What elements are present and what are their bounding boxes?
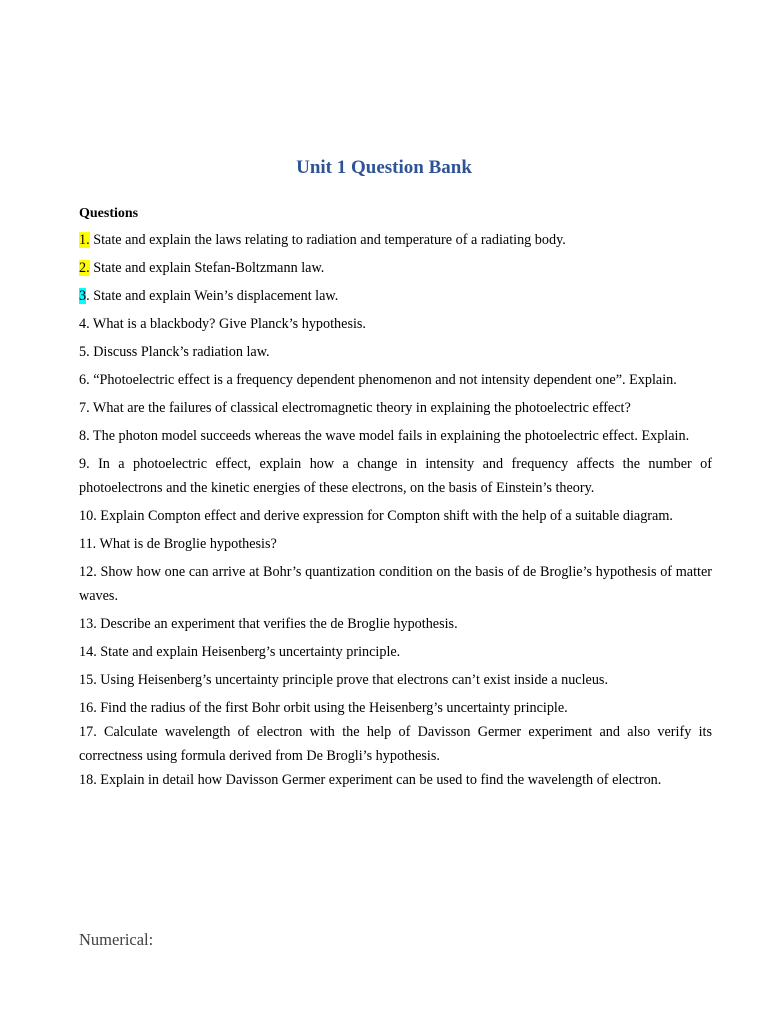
question-10: 10. Explain Compton effect and derive expression for Compton shift with the help of a suitable diagram. [79, 508, 673, 524]
question-13: 13. Describe an experiment that verifies the de Broglie hypothesis. [79, 616, 458, 632]
question-6: 6. “Photoelectric effect is a frequency dependent phenomenon and not intensity dependent one”. Explain. [79, 372, 677, 388]
question-14: 14. State and explain Heisenberg’s uncertainty principle. [79, 644, 401, 660]
section-heading: Questions [79, 206, 139, 221]
question-16: 16. Find the radius of the first Bohr orbit using the Heisenberg’s uncertainty principle. [79, 700, 568, 716]
page-title: Unit 1 Question Bank [296, 157, 472, 178]
numerical-heading: Numerical: [79, 930, 154, 949]
question-5: 5. Discuss Planck’s radiation law. [79, 344, 270, 360]
question-12: 12. Show how one can arrive at Bohr’s quantization condition on the basis of de Broglie’s hypothesis of matter waves. [79, 564, 712, 604]
highlighted-number: 3 [79, 288, 87, 304]
question-1 [79, 228, 712, 252]
question-text: . State and explain Wein’s displacement law. [86, 288, 339, 304]
highlighted-number: 2. [79, 260, 90, 276]
question-17: 17. Calculate wavelength of electron with the help of Davisson Germer experiment and also verify its correctness using formula derived from De Brogli’s hypothesis. [79, 724, 712, 764]
question-2 [79, 256, 712, 280]
question-3 [79, 284, 712, 308]
question-4: 4. What is a blackbody? Give Planck’s hypothesis. [79, 316, 366, 332]
question-8: 8. The photon model succeeds whereas the wave model fails in explaining the photoelectric effect. Explain. [79, 428, 690, 444]
highlighted-number: 1. [79, 232, 90, 248]
question-9: 9. In a photoelectric effect, explain how a change in intensity and frequency affects the number of photoelectrons and the kinetic energies of these electrons, on the basis of Einstein’s theory. [79, 456, 712, 496]
question-11: 11. What is de Broglie hypothesis? [79, 536, 277, 552]
question-list [79, 228, 712, 792]
question-text: State and explain Stefan-Boltzmann law. [89, 260, 325, 276]
question-15: 15. Using Heisenberg’s uncertainty principle prove that electrons can’t exist inside a nucleus. [79, 672, 608, 688]
question-text: State and explain the laws relating to radiation and temperature of a radiating body. [89, 232, 566, 248]
question-18: 18. Explain in detail how Davisson Germer experiment can be used to find the wavelength of electron. [79, 772, 662, 788]
question-7: 7. What are the failures of classical electromagnetic theory in explaining the photoelectric effect? [79, 400, 631, 416]
